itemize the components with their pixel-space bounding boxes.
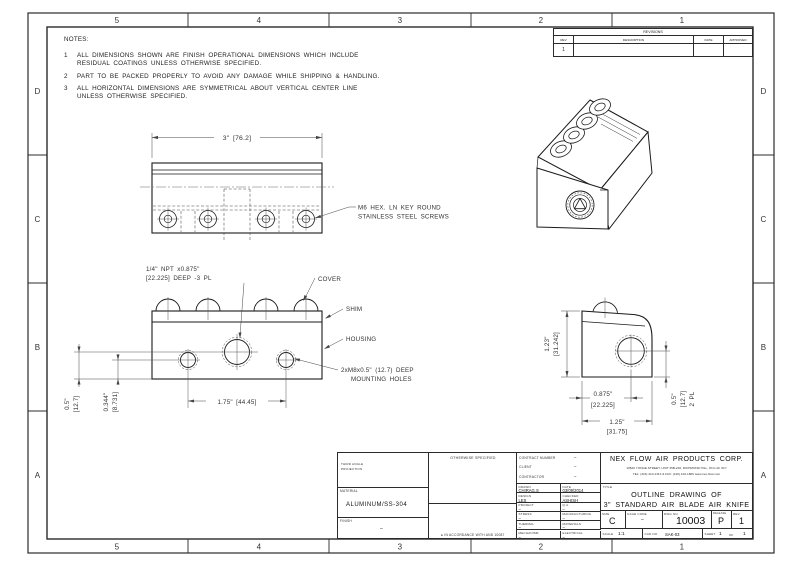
front-view <box>64 266 414 412</box>
height-dim2-in: 0.344" <box>103 392 110 412</box>
client-label: CLIENT <box>519 465 532 469</box>
note-3-line-1: 3 ALL HORIZONTAL DIMENSIONS ARE SYMMETRICAL ABOUT VERTICAL CENTER LINE <box>64 85 358 92</box>
thermal-cell: THERMAL – <box>517 521 561 530</box>
otherwise-specified-label: OTHERWISE SPECIFIED <box>450 456 496 460</box>
sheet-of-label: OF <box>729 532 734 537</box>
contractor-label: CONTRACTOR <box>519 474 545 479</box>
date-cell: DATE 03/09/2014 <box>561 484 601 493</box>
title-label: TITLE <box>603 485 613 489</box>
manufacturing-cell: MANUFACTURING – <box>561 512 601 521</box>
project-cell: PROJECT – <box>517 503 561 512</box>
size-value: C <box>609 516 616 526</box>
revisions-title: REVISIONS <box>554 29 752 36</box>
zone-top-4: 4 <box>256 16 262 25</box>
height-dim1-mm: [12.7] <box>73 395 80 413</box>
finish-cell <box>338 518 429 539</box>
contract-value: – <box>574 454 577 460</box>
side-width-dim-mm: [31.75] <box>606 428 628 436</box>
npt-note-line2: [22.225] DEEP -3 PL <box>146 275 212 282</box>
note-3-line-2: UNLESS OTHERWISE SPECIFIED. <box>77 93 188 100</box>
release-value: P <box>718 516 725 526</box>
contractor-value: – <box>574 473 577 479</box>
sheet-total: 1 <box>743 531 746 537</box>
material-label: MATERIAL <box>340 489 358 493</box>
mount-note-line2: MOUNTING HOLES <box>351 376 412 383</box>
drawing-title-line2: 3" STANDARD AIR BLADE AIR KNIFE <box>603 500 750 509</box>
zone-left-d: D <box>34 87 41 96</box>
release-cell: RELEASE P <box>712 511 732 529</box>
zone-top-5: 5 <box>114 16 120 25</box>
cad-no-value: SAK-03 <box>665 532 680 537</box>
side-view-dims <box>561 311 670 425</box>
side-width-dim-in: 1.25" <box>609 419 625 426</box>
design-cell: DESIGN LES <box>517 493 561 502</box>
revisions-header-approved: APPROVED <box>724 36 752 44</box>
company-name: NEX FLOW AIR PRODUCTS CORP. <box>609 456 744 463</box>
company-address: 10520 YONGE STREET, UNIT 35B-220, RICHMOND HILL, ON L4C 3C7 <box>626 466 727 470</box>
client-value: – <box>574 464 577 469</box>
projection-label-2: PROJECTION <box>341 467 363 471</box>
mechanism-cell: MECHANISM – <box>517 531 561 540</box>
materials-cell: MATERIALS – <box>561 521 601 530</box>
accordance-note: ▸ IN ACCORDANCE WITH AND 10087 <box>441 533 505 537</box>
electrical-cell: ELECTRICAL – <box>561 531 601 540</box>
revisions-header-rev: REV <box>554 36 574 44</box>
zone-bottom-2: 2 <box>538 542 544 552</box>
material-value: ALUMINUM/SS-304 <box>346 502 408 508</box>
cage-code-cell: CAGE CODE – <box>626 511 663 529</box>
zone-left-c: C <box>34 215 41 224</box>
top-view-hidden-lines <box>153 189 321 240</box>
stress-cell: STRESS – <box>517 512 561 521</box>
zone-right-c: C <box>760 215 767 224</box>
finish-value: – <box>380 526 383 532</box>
notes-title: NOTES: <box>64 36 89 43</box>
title-block <box>337 452 753 539</box>
shim-label: SHIM <box>346 306 363 313</box>
revisions-header-date: DATE <box>694 36 724 44</box>
drawn-cell: DRAWN CHIRAG.S <box>517 484 561 493</box>
screw-note-line1: M6 HEX. LN KEY ROUND <box>358 204 441 212</box>
front-view-dims <box>74 344 286 401</box>
zone-top-3: 3 <box>397 16 403 25</box>
scale-value: 1:1 <box>618 531 625 537</box>
top-view-width-dim-text: 3" [76.2] <box>222 135 252 142</box>
zone-bottom-3: 3 <box>397 542 403 552</box>
zone-bottom-4: 4 <box>256 542 262 552</box>
side-view-outline <box>582 311 652 377</box>
side-height-dim-in: 1.23" <box>544 336 551 352</box>
cage-code-value: – <box>641 517 644 523</box>
sheet-value: 1 <box>719 531 722 537</box>
projection-label-1: THIRD ANGLE <box>341 462 364 466</box>
revision-row-rev: 1 <box>554 44 574 56</box>
dwg-no-cell: DWG NO 10003 <box>663 511 712 529</box>
checked-cell: CHECKED ASHISH <box>561 493 601 502</box>
height-dim1-in: 0.5" <box>64 398 71 410</box>
revision-row-description <box>574 44 694 56</box>
zone-left-b: B <box>34 343 41 352</box>
company-contact: TEL: (416) 410-1313 & FAX: (416) 410-1806 www.nex-flow.com <box>632 471 721 476</box>
company-cell <box>601 453 752 484</box>
top-view <box>140 133 449 240</box>
revisions-table <box>553 28 753 57</box>
zone-bottom-5: 5 <box>114 542 120 552</box>
side-holey-dim-mm: [12.7] <box>680 390 687 408</box>
zone-right-b: B <box>760 343 767 352</box>
dwg-no-value: 10003 <box>676 515 706 527</box>
top-view-outline <box>152 163 322 233</box>
rev-cell: REV 1 <box>732 511 752 529</box>
isometric-view <box>537 96 652 229</box>
cad-no-cell: CAD NO SAK-03 <box>643 529 703 539</box>
zone-right-d: D <box>760 87 767 96</box>
revision-row-date <box>694 44 724 56</box>
finish-label: FINISH <box>340 519 353 523</box>
otherwise-specified-cell <box>429 453 517 504</box>
side-view <box>544 298 696 436</box>
material-cell <box>338 488 429 518</box>
projection-cell <box>338 453 429 488</box>
side-holey-dim-pl: 2 PL <box>689 391 696 407</box>
contract-cell <box>517 453 601 484</box>
zone-top-2: 2 <box>538 16 544 25</box>
note-1-line-1: 1 ALL DIMENSIONS SHOWN ARE FINISH OPERATIONAL DIMENSIONS WHICH INCLUDE <box>64 52 359 59</box>
housing-label: HOUSING <box>346 336 377 343</box>
side-height-dim-mm: [31.242] <box>553 332 560 356</box>
screw-note-line2: STAINLESS STEEL SCREWS <box>358 213 449 221</box>
rev-value: 1 <box>739 516 745 526</box>
sheet-cell: SHEET 1 OF 1 <box>704 531 746 537</box>
cover-label: COVER <box>318 276 342 283</box>
height-dim2-mm: [8.731] <box>112 391 119 413</box>
side-holex-dim-mm: [22.225] <box>591 402 615 409</box>
mount-note-line1: 2xM8x0.5" (12.7) DEEP <box>341 367 414 374</box>
side-holey-dim-in: 0.5" <box>671 393 678 405</box>
scale-cell: SCALE 1:1 <box>601 529 643 539</box>
revisions-header-description: DESCRIPTION <box>574 36 694 44</box>
hole-spacing-dim-text: 1.75" [44.45] <box>217 399 257 406</box>
npt-note-line1: 1/4" NPT x0.875" <box>146 266 200 273</box>
revision-row-approved <box>724 44 752 56</box>
qa-cell: Q.A. – <box>561 503 601 512</box>
title-cell <box>601 484 752 511</box>
side-holex-dim-in: 0.875" <box>593 391 613 398</box>
zone-left-a: A <box>34 471 41 480</box>
drawing-title-line1: OUTLINE DRAWING OF <box>631 490 722 499</box>
accordance-note-cell <box>429 504 517 539</box>
zone-bottom-1: 1 <box>679 542 685 552</box>
note-1-line-2: RESIDUAL COATINGS UNLESS OTHERWISE SPECIFIED. <box>77 60 262 67</box>
size-cell: SIZE C <box>601 511 626 529</box>
zone-top-1: 1 <box>679 16 685 25</box>
notes-block <box>64 36 444 102</box>
note-2-line-1: 2 PART TO BE PACKED PROPERLY TO AVOID ANY DAMAGE WHILE SHIPPING & HANDLING. <box>64 73 380 80</box>
contract-label: CONTRACT NUMBER <box>519 455 556 460</box>
zone-right-a: A <box>760 471 767 480</box>
